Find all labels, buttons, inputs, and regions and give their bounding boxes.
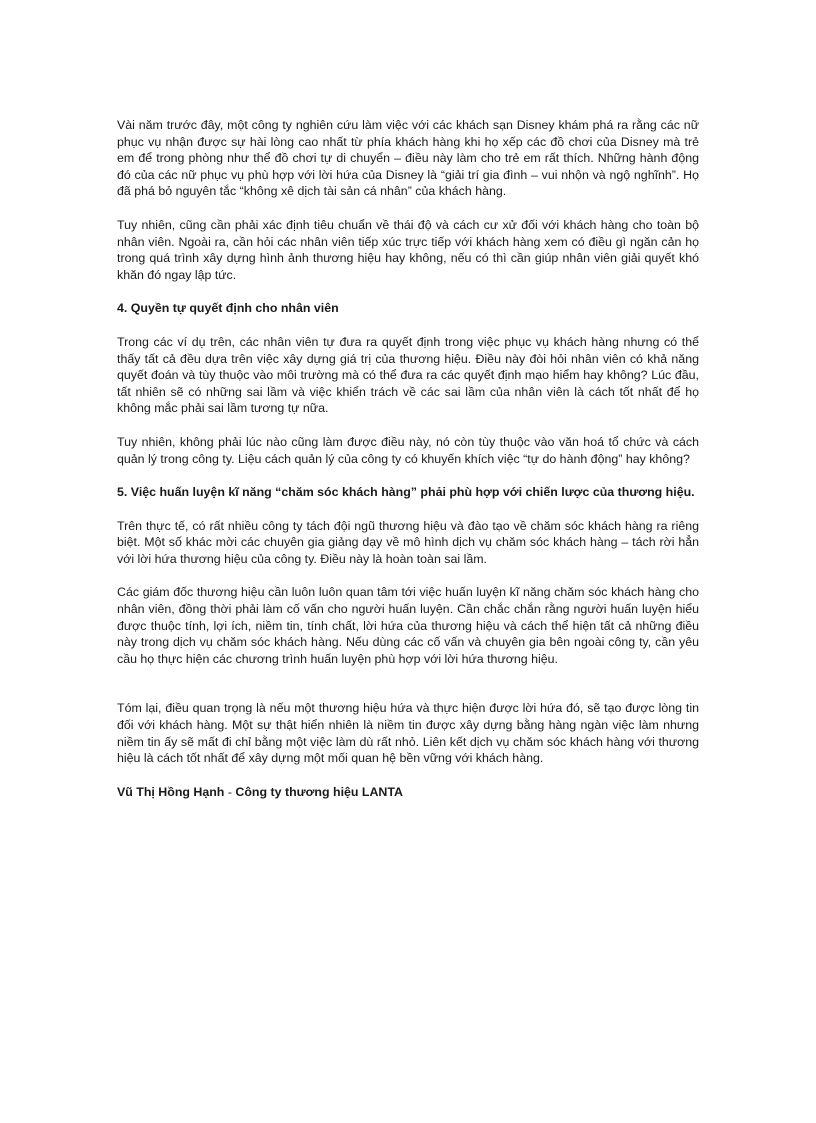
company-name: Công ty thương hiệu LANTA [235, 784, 403, 799]
paragraph-standards: Tuy nhiên, cũng cần phải xác định tiêu chuẩn về thái độ và cách cư xử đối với khách hàng cho toàn bộ nhân viên. Ngoài ra, cần hỏi các nhân viên tiếp xúc trực tiếp với khách hàng xem có điều gì ngăn cản họ trong quá trình xây dựng hình ảnh thương hiệu hay không, nếu có thì cần giúp nhân viên giải quyết khó khăn đó ngay lập tức. [117, 217, 699, 282]
paragraph-conclusion: Tóm lại, điều quan trọng là nếu một thương hiệu hứa và thực hiện được lời hứa đó, sẽ tạo được lòng tin đối với khách hàng. Một sự thật hiển nhiên là niềm tin được xây dựng bằng hàng ngàn việc làm nhưng niềm tin ấy sẽ mất đi chỉ bằng một việc làm dù rất nhỏ. Liên kết dịch vụ chăm sóc khách hàng với thương hiệu là cách tốt nhất để xây dựng một mối quan hệ bền vững với khách hàng. [117, 701, 699, 766]
paragraph-culture: Tuy nhiên, không phải lúc nào cũng làm được điều này, nó còn tùy thuộc vào văn hoá tổ chức và cách quản lý trong công ty. Liệu cách quản lý của công ty có khuyến khích việc “tự do hành động” hay không? [117, 434, 699, 466]
paragraph-training: Các giám đốc thương hiệu cần luôn luôn quan tâm tới việc huấn luyện kĩ năng chăm sóc khách hàng cho nhân viên, đồng thời phải làm cố vấn cho người huấn luyện. Cần chắc chắn rằng người huấn luyện hiểu được thuộc tính, lợi ích, niềm tin, tính chất, lời hứa của thương hiệu và cách thể hiện tất cả những điều này trong dịch vụ chăm sóc khách hàng. Nếu dùng các cố vấn và chuyên gia bên ngoài công ty, cần yêu cầu họ thực hiện các chương trình huấn luyện phù hợp với lời hứa thương hiệu. [117, 585, 699, 666]
paragraph-disney: Vài năm trước đây, một công ty nghiên cứu làm việc với các khách sạn Disney khám phá ra rằng các nữ phục vụ nhận được sự hài lòng cao nhất từ phía khách hàng khi họ xếp các đồ chơi của Disney mà trẻ em để trong phòng như thể đồ chơi tự di chuyển – điều này làm cho trẻ em rất thích. Những hành động đó của các nữ phục vụ phù hợp với lời hứa của Disney là “giải trí gia đình – vui nhộn và ngộ nghĩnh”. Họ đã phá bỏ nguyên tắc “không xê dịch tài sản cá nhân” của khách hàng. [117, 118, 699, 199]
section-heading-4: 4. Quyền tự quyết định cho nhân viên [117, 301, 339, 316]
paragraph-separate-teams: Trên thực tế, có rất nhiều công ty tách đội ngũ thương hiệu và đào tạo về chăm sóc khách hàng ra riêng biệt. Một số khác mời các chuyên gia giảng dạy về mô hình dịch vụ chăm sóc khách hàng – tách rời hẳn với lời hứa thương hiệu của công ty. Điều này là hoàn toàn sai lầm. [117, 518, 699, 566]
signature-separator: - [224, 784, 236, 799]
section-heading-5: 5. Việc huấn luyện kĩ năng “chăm sóc khách hàng” phải phù hợp với chiến lược của thương hiệu. [117, 485, 695, 500]
document-page [117, 117, 699, 800]
paragraph-decisions: Trong các ví dụ trên, các nhân viên tự đưa ra quyết định trong việc phục vụ khách hàng nhưng có thể thấy tất cả đều dựa trên việc xây dựng giá trị của thương hiệu. Điều này đòi hỏi nhân viên có khả năng quyết đoán và tùy thuộc vào môi trường mà có thể đưa ra các quyết định mạo hiểm hay không? Lúc đầu, tất nhiên sẽ có những sai lầm và việc khiển trách về các sai lầm của nhân viên là cách tốt nhất để họ không mắc phải sai lầm tương tự nữa. [117, 334, 699, 416]
author-name: Vũ Thị Hồng Hạnh [117, 784, 225, 799]
signature [117, 784, 699, 801]
